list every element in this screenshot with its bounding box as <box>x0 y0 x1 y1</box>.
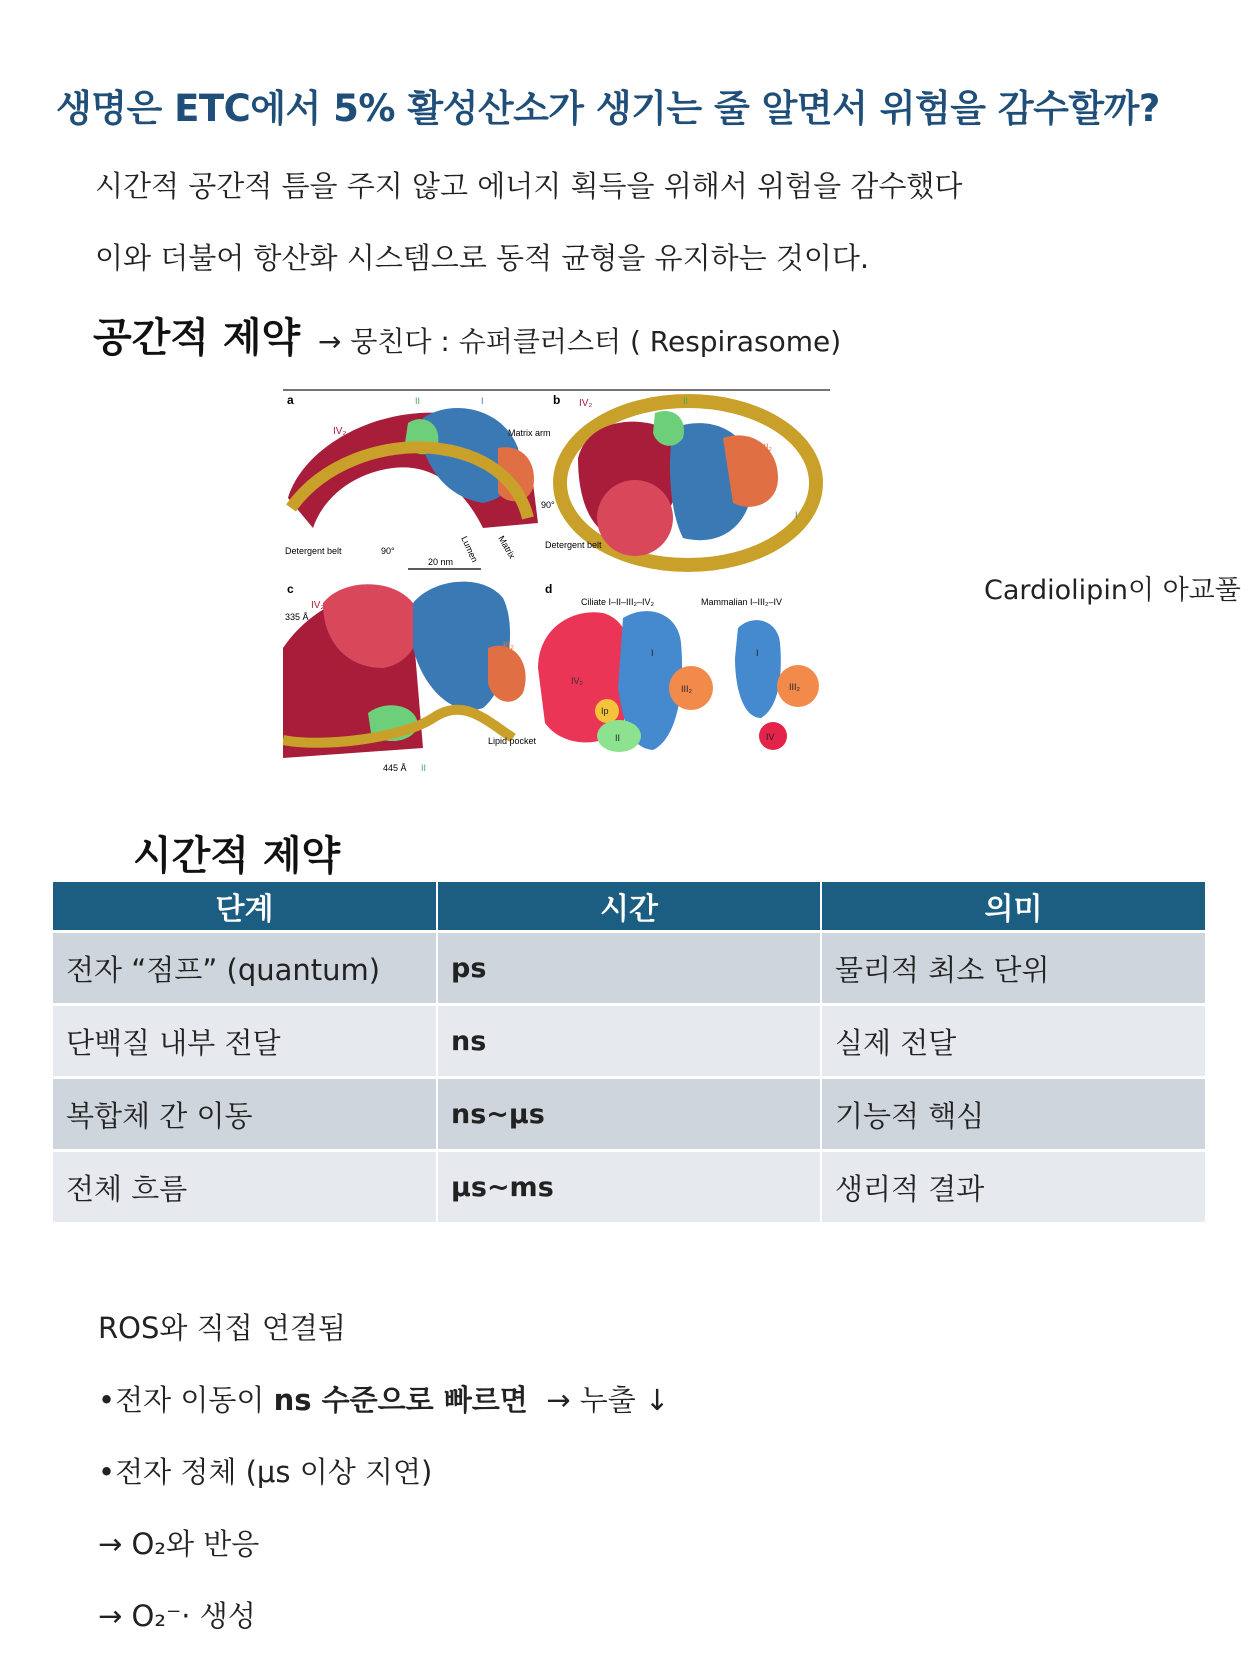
ros-heading: ROS와 직접 연결됨 <box>98 1311 346 1345</box>
respirasome-figure <box>283 388 830 785</box>
panel-a-label: a <box>287 393 294 407</box>
spatial-description <box>318 320 841 360</box>
cell-time: ps <box>437 932 821 1005</box>
cell-time: ns~μs <box>437 1078 821 1151</box>
label-i-a: I <box>481 396 484 406</box>
label-mammalian: Mammalian I–III₂–IV <box>701 597 783 607</box>
panel-d-label: d <box>545 582 553 596</box>
label-335: 335 Å <box>285 612 309 622</box>
ros-bullet-stall: •전자 정체 (μs 이상 지연) <box>98 1455 433 1489</box>
ros-bullet-fast-bold: ns 수준으로 빠르면 <box>273 1383 528 1417</box>
label-scale: 20 nm <box>428 557 454 567</box>
label-iii2-c: III₂ <box>503 640 514 650</box>
label-ii-d: II <box>615 733 621 743</box>
complex-iv-b2 <box>597 480 673 556</box>
arrow-icon: → <box>318 325 342 358</box>
label-ii-b: II <box>683 396 689 406</box>
timescale-table <box>53 882 1205 1222</box>
label-iii2-mammal: III₂ <box>789 682 800 692</box>
ros-bullet-fast-suffix: → 누출 ↓ <box>527 1383 670 1417</box>
label-ip-d: Ip <box>601 706 609 716</box>
label-ii-c: II <box>421 763 427 773</box>
table-row <box>53 1005 1205 1078</box>
label-445: 445 Å <box>383 763 407 773</box>
label-i-b: I <box>795 510 798 520</box>
cell-meaning: 물리적 최소 단위 <box>821 932 1205 1005</box>
label-i-c: I <box>488 592 491 602</box>
ros-bullet-fast-prefix: •전자 이동이 <box>98 1383 274 1417</box>
table-row <box>53 932 1205 1005</box>
label-matrix-a: Matrix <box>496 534 518 561</box>
label-iv-mammal: IV <box>766 732 775 742</box>
label-iv2-b: IV₂ <box>579 398 593 409</box>
cell-meaning: 기능적 핵심 <box>821 1078 1205 1151</box>
column-header-stage: 단계 <box>53 882 437 932</box>
cardiolipin-note: Cardiolipin이 아교풀 <box>984 575 1241 606</box>
cell-meaning: 실제 전달 <box>821 1005 1205 1078</box>
panel-c-label: c <box>287 582 294 596</box>
spatial-heading: 공간적 제약 <box>93 315 301 361</box>
cell-time: μs~ms <box>437 1151 821 1223</box>
intro-line-1: 시간적 공간적 틈을 주지 않고 에너지 획득을 위해서 위험을 감수했다 <box>95 169 963 203</box>
table-row <box>53 1151 1205 1223</box>
label-i-mammal: I <box>756 648 759 658</box>
complex-ii-b <box>653 411 684 446</box>
panel-a <box>285 393 551 569</box>
spatial-description-text: 뭉친다 : 슈퍼클러스터 ( Respirasome) <box>350 325 842 358</box>
cell-stage: 단백질 내부 전달 <box>53 1005 437 1078</box>
label-ii-a: II <box>415 396 421 406</box>
column-header-time: 시간 <box>437 882 821 932</box>
shape-i-mammal <box>735 620 781 718</box>
temporal-heading: 시간적 제약 <box>133 833 341 879</box>
intro-line-2: 이와 더불어 항산화 시스템으로 동적 균형을 유지하는 것이다. <box>95 241 870 275</box>
label-lipid-pocket: Lipid pocket <box>488 736 537 746</box>
cell-meaning: 생리적 결과 <box>821 1151 1205 1223</box>
ros-step-superoxide: → O₂⁻· 생성 <box>98 1599 256 1633</box>
label-rot-b: 90° <box>541 500 555 510</box>
cell-stage: 전체 흐름 <box>53 1151 437 1223</box>
ros-bullet-fast <box>98 1378 669 1419</box>
label-rot-a: 90° <box>381 546 395 556</box>
table-header-row <box>53 882 1205 932</box>
label-iii2-a: III₂ <box>507 460 518 470</box>
label-iv2-d: IV₂ <box>571 676 583 686</box>
label-ciliate: Ciliate I–II–III₂–IV₂ <box>581 597 655 607</box>
complex-iii-c <box>488 646 526 702</box>
ros-step-react: → O₂와 반응 <box>98 1527 260 1561</box>
label-iv2-c: IV₂ <box>311 600 325 611</box>
table-row <box>53 1078 1205 1151</box>
page-title: 생명은 ETC에서 5% 활성산소가 생기는 줄 알면서 위험을 감수할까? <box>56 87 1160 130</box>
label-detergent-b: Detergent belt <box>545 540 602 550</box>
label-iii2-d: III₂ <box>681 684 692 694</box>
panel-c <box>283 582 537 773</box>
label-iii2-b: III₂ <box>761 442 772 452</box>
label-lumen-a: Lumen <box>459 534 480 564</box>
cell-time: ns <box>437 1005 821 1078</box>
label-iv2-a: IV₂ <box>333 426 347 437</box>
panel-b <box>541 393 816 565</box>
label-detergent-a: Detergent belt <box>285 546 342 556</box>
cell-stage: 전자 “점프” (quantum) <box>53 932 437 1005</box>
label-i-d: I <box>651 648 654 658</box>
panel-b-label: b <box>553 393 561 407</box>
column-header-meaning: 의미 <box>821 882 1205 932</box>
label-matrix-arm-a: Matrix arm <box>508 428 551 438</box>
panel-d <box>538 582 819 752</box>
cell-stage: 복합체 간 이동 <box>53 1078 437 1151</box>
